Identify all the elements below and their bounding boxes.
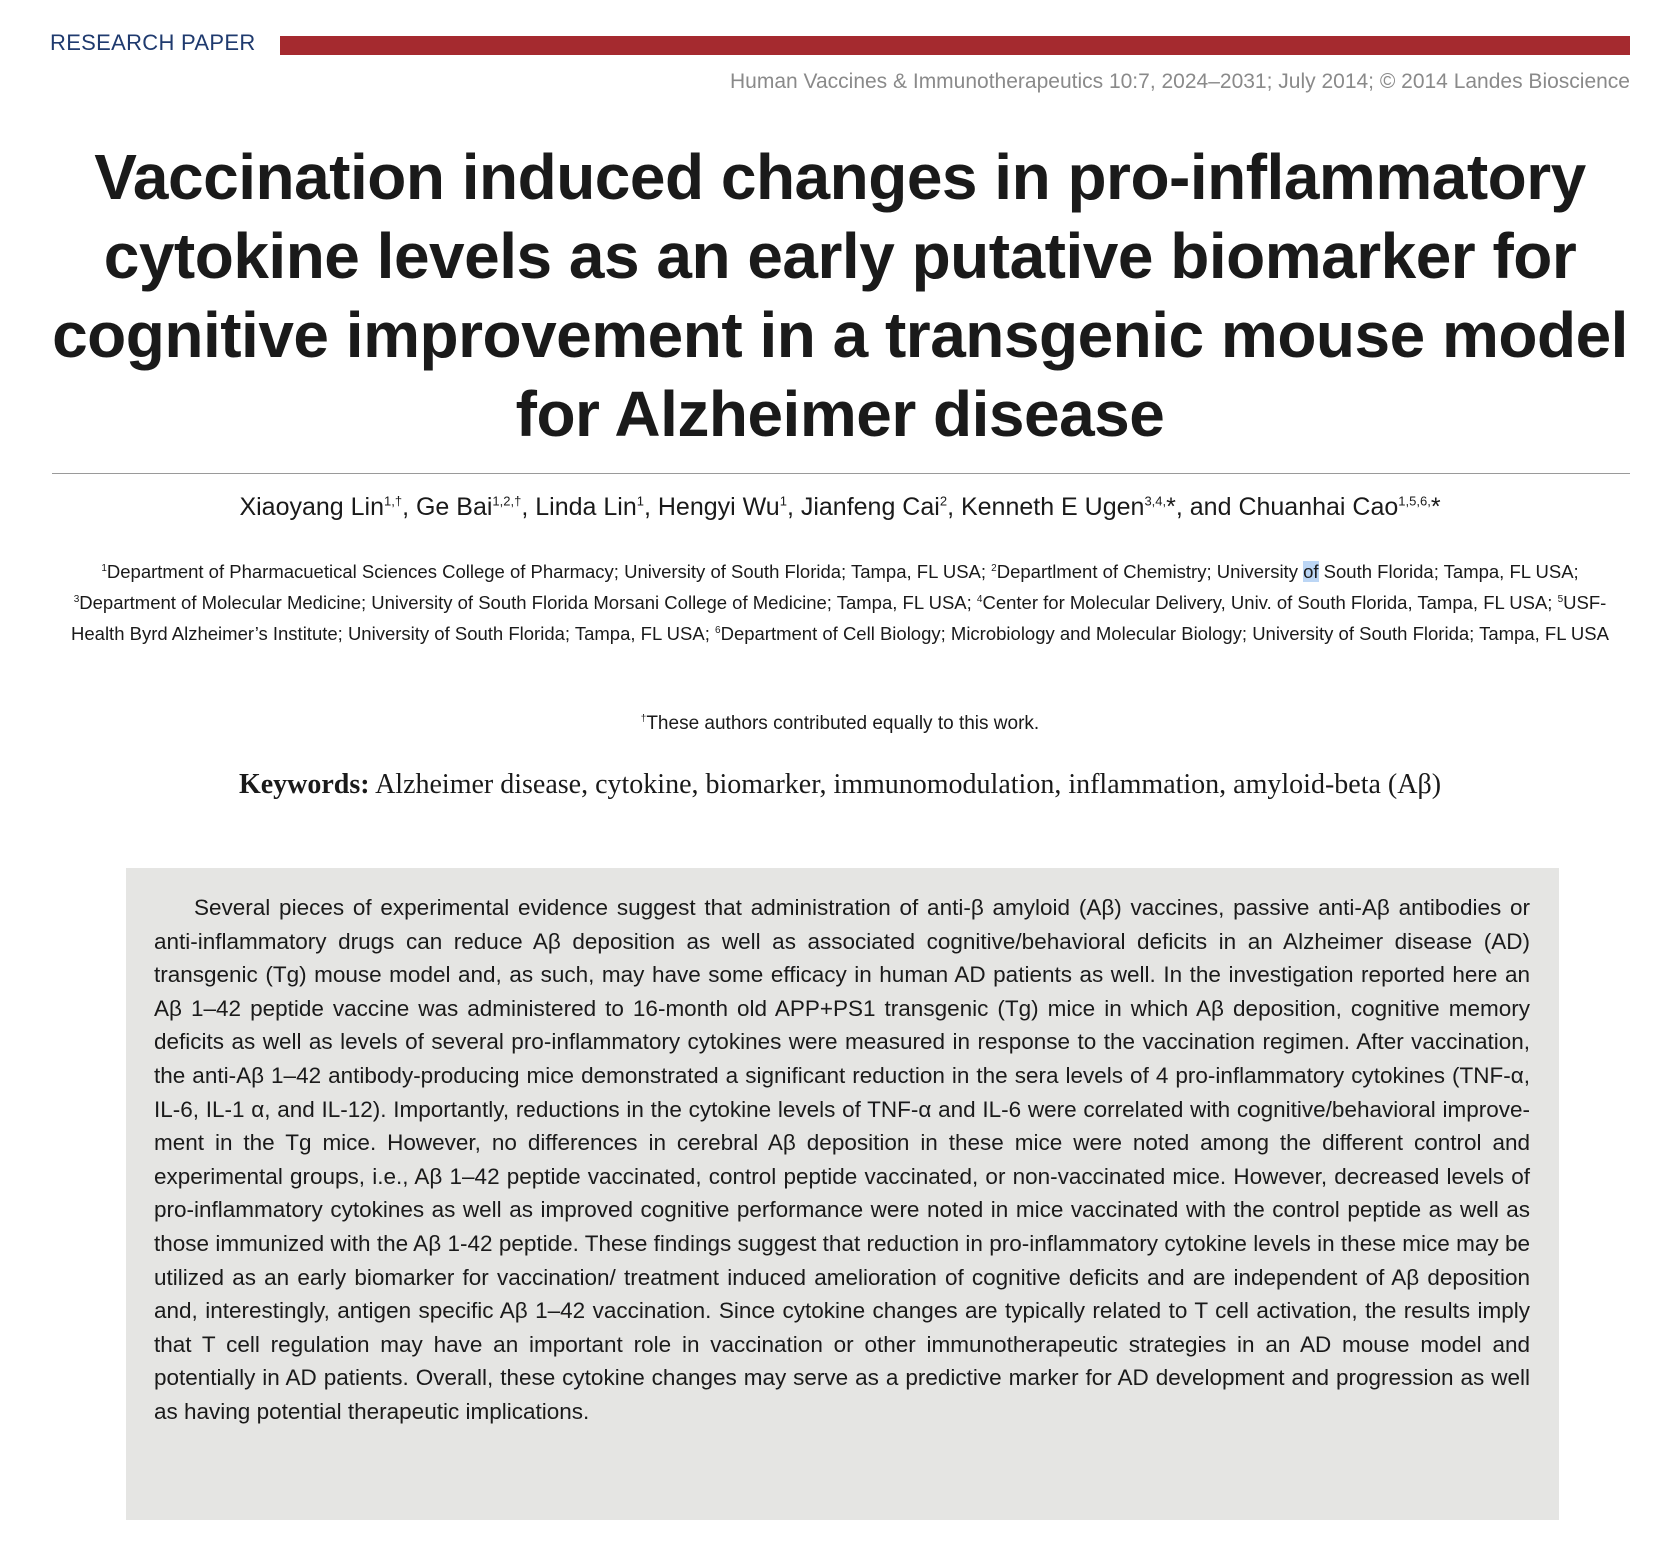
author-affiliation-marks: 1 [779, 493, 787, 509]
author-name: Linda Lin [535, 493, 637, 521]
author-name: Ge Bai [415, 493, 493, 521]
author-name: Chuanhai Cao [1238, 493, 1399, 521]
equal-contribution-note [40, 710, 1640, 738]
author-separator: , and [1175, 493, 1239, 521]
affiliation-text: Department of Molecular Medicine; University of South Florida Morsani College of Medicine; Tampa, FL USA; [79, 592, 977, 613]
affiliation-text: Department of Cell Biology; Microbiology and Molecular Biology; University of South Florida; Tampa, FL USA [720, 623, 1609, 644]
corresponding-author-star: * [1166, 493, 1176, 521]
author-separator: , [947, 493, 961, 521]
title-divider [52, 473, 1630, 474]
affiliation-number: 3 [73, 593, 80, 605]
equal-contribution-text: These authors contributed equally to this work. [646, 713, 1040, 734]
author-name: Jianfeng Cai [800, 493, 940, 521]
affiliation-text: Departlment of Chemistry; University [996, 561, 1304, 582]
author-name: Kenneth E Ugen [960, 493, 1145, 521]
author-name: Xiaoyang Lin [239, 493, 384, 521]
affiliation-number: 2 [991, 562, 997, 574]
text-selection-highlight[interactable]: of [1303, 561, 1319, 582]
keywords-text: Alzheimer disease, cytokine, biomarker, immunomodulation, inflammation, amyloid-beta (Aβ) [369, 769, 1442, 800]
keywords-line [40, 766, 1640, 804]
author-affiliation-marks: 1,† [384, 493, 403, 509]
author-list [40, 490, 1640, 524]
author-separator: , [521, 493, 536, 521]
affiliation-number: 5 [1557, 593, 1564, 605]
affiliation-number: 1 [101, 562, 107, 574]
affiliation-text: Department of Pharmacuetical Sciences College of Pharmacy; University of South Florida; Tampa, FL USA; [106, 561, 992, 582]
affiliation-text: Center for Molecular Delivery, Univ. of South Florida, Tampa, FL USA; [982, 592, 1558, 613]
abstract-box [126, 868, 1559, 1520]
author-separator: , [643, 493, 658, 521]
affiliations [60, 556, 1620, 649]
author-affiliation-marks: 3,4, [1144, 493, 1167, 509]
author-name: Hengyi Wu [657, 493, 780, 521]
keywords-label: Keywords: [238, 769, 370, 800]
author-separator: , [786, 493, 801, 521]
section-label: RESEARCH PAPER [50, 30, 256, 55]
paper-title: Vaccination induced changes in pro-inflammatory cytokine levels as an early putative biomarker for cognitive improvement in a transgenic mouse model for Alzheimer disease [52, 141, 1628, 450]
author-affiliation-marks: 2 [939, 493, 948, 509]
affiliation-text: USF-Health Byrd Alzheimer’s Institute; University of South Florida; Tampa, FL USA; [71, 592, 1607, 644]
article-header [50, 28, 1630, 62]
dagger-mark: † [640, 713, 647, 725]
author-affiliation-marks: 1 [636, 493, 644, 509]
affiliation-number: 4 [976, 593, 983, 605]
journal-citation: Human Vaccines & Immunotherapeutics 10:7, 2024–2031; July 2014; © 2014 Landes Bioscience [730, 70, 1630, 93]
abstract-text: Several pieces of experimental evidence suggest that administration of anti-β amyloid (Aβ) vaccines, passive anti-Aβ antibodies or anti-inflammatory drugs can reduce Aβ deposition as well as associated cognitive/behavioral deficits in an Alzheimer disease (AD) transgenic (Tg) mouse model and, as such, may have some efficacy in human AD patients as well. In the investigation reported here an Aβ 1–42 peptide vaccine was administered to 16-month old APP+PS1 transgenic (Tg) mice in which Aβ deposition, cognitive memory deficits as well as levels of several pro-inflammatory cytokines were measured in response to the vaccination regimen. After vaccination, the anti-Aβ 1–42 antibody-producing mice demonstrated a significant reduction in the sera levels of 4 pro-inflammatory cytokines (TNF-α, IL-6, IL-1 α, and IL-12). Importantly, reductions in the cytokine levels of TNF-α and IL-6 were correlated with cognitive/behavioral improvement in the Tg mice. However, no differences in cerebral Aβ deposition in these mice were noted among the different control and experimental groups, i.e., Aβ 1–42 peptide vaccinated, control peptide vaccinated, or non-vaccinated mice. However, decreased levels of pro-inflammatory cytokines as well as improved cognitive performance were noted in mice vaccinated with the control peptide as well as those immunized with the Aβ 1-42 peptide. These findings suggest that reduction in pro-inflammatory cytokine levels in these mice may be utilized as an early biomarker for vaccination/ treatment induced amelioration of cognitive deficits and are independent of Aβ deposition and, interestingly, antigen specific Aβ 1–42 vaccination. Since cytokine changes are typically related to T cell activation, the results imply that T cell regulation may have an important role in vaccination or other immunotherapeutic strategies in an AD mouse model and potentially in AD patients. Overall, these cytokine changes may serve as a predictive marker for AD development and progression as well as having potential therapeutic implications. [154, 895, 1530, 1424]
author-affiliation-marks: 1,2,† [492, 493, 522, 509]
author-separator: , [402, 493, 416, 521]
affiliation-number: 6 [715, 624, 721, 636]
affiliation-text: South Florida; Tampa, FL USA; [1318, 561, 1579, 582]
header-accent-bar [280, 36, 1630, 55]
corresponding-author-star: * [1430, 493, 1441, 521]
author-affiliation-marks: 1,5,6, [1398, 493, 1431, 509]
